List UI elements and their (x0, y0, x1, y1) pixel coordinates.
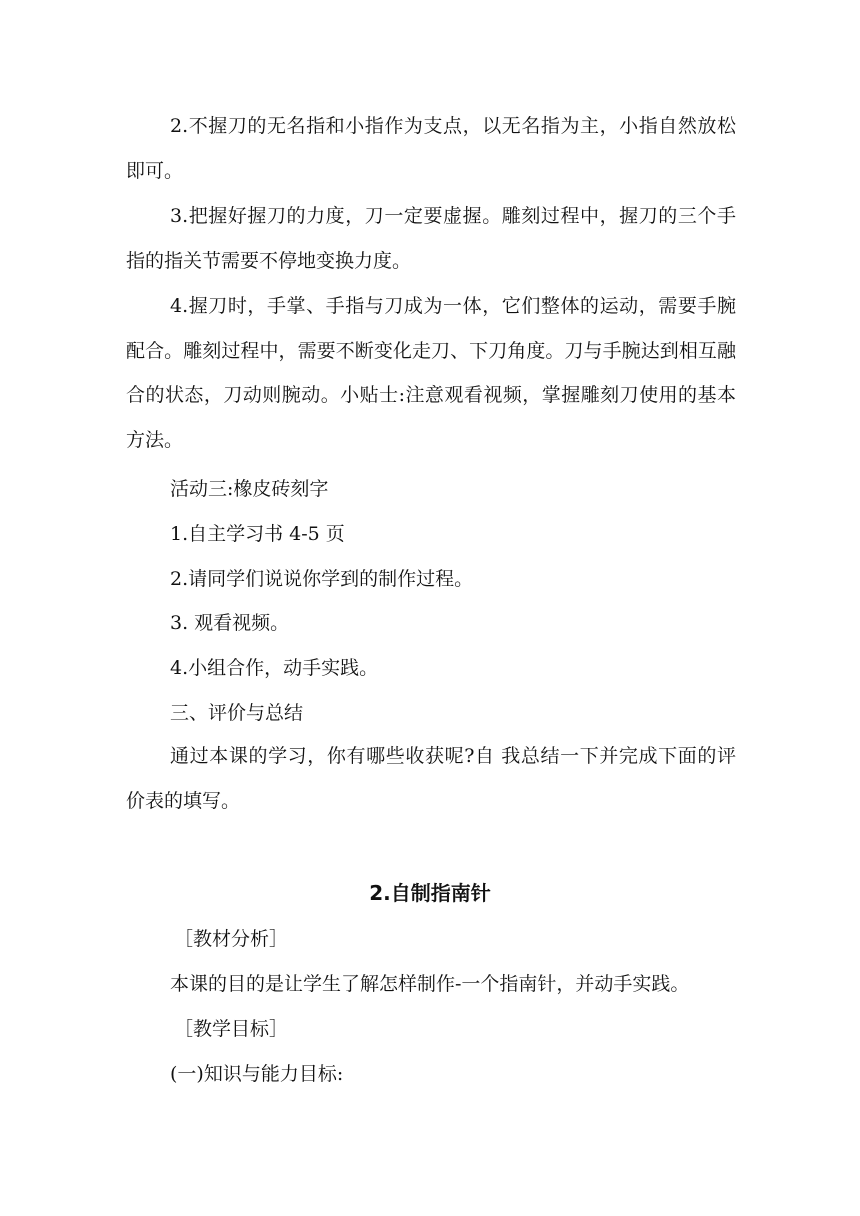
materials-analysis-heading: ［教材分析］ (174, 928, 289, 950)
teaching-goals-heading: ［教学目标］ (174, 1018, 289, 1040)
activity-step-1: 1.自主学习书 4-5 页 (170, 523, 345, 545)
paragraph-summary: 通过本课的学习，你有哪些收获呢?自 我总结一下并完成下面的评价表的填写。 (126, 745, 736, 812)
knowledge-ability-goal: (一)知识与能力目标: (170, 1063, 344, 1085)
paragraph-wrist-coordination: 4.握刀时，手掌、手指与刀成为一体，它们整体的运动，需要手腕配合。雕刻过程中，需要不断变化走刀、下刀角度。刀与手腕达到相互融合的状态，刀动则腕动。小贴士:注意观看视频，掌握雕刻刀使用的基本方法。 (126, 295, 736, 451)
activity-step-3: 3. 观看视频。 (170, 612, 290, 634)
paragraph-grip-force: 3.把握好握刀的力度，刀一定要虚握。雕刻过程中，握刀的三个手指的指关节需要不停地变换力度。 (126, 205, 736, 272)
materials-analysis-text: 本课的目的是让学生了解怎样制作-一个指南针，并动手实践。 (170, 973, 690, 995)
lesson-title: 2.自制指南针 (369, 881, 491, 905)
activity-step-4: 4.小组合作，动手实践。 (170, 657, 379, 679)
paragraph-ring-finger-support: 2.不握刀的无名指和小指作为支点，以无名指为主，小指自然放松即可。 (126, 115, 736, 182)
section-evaluation-heading: 三、评价与总结 (170, 702, 304, 724)
activity-step-2: 2.请同学们说说你学到的制作过程。 (170, 568, 474, 590)
activity-three-heading: 活动三:橡皮砖刻字 (170, 478, 329, 500)
